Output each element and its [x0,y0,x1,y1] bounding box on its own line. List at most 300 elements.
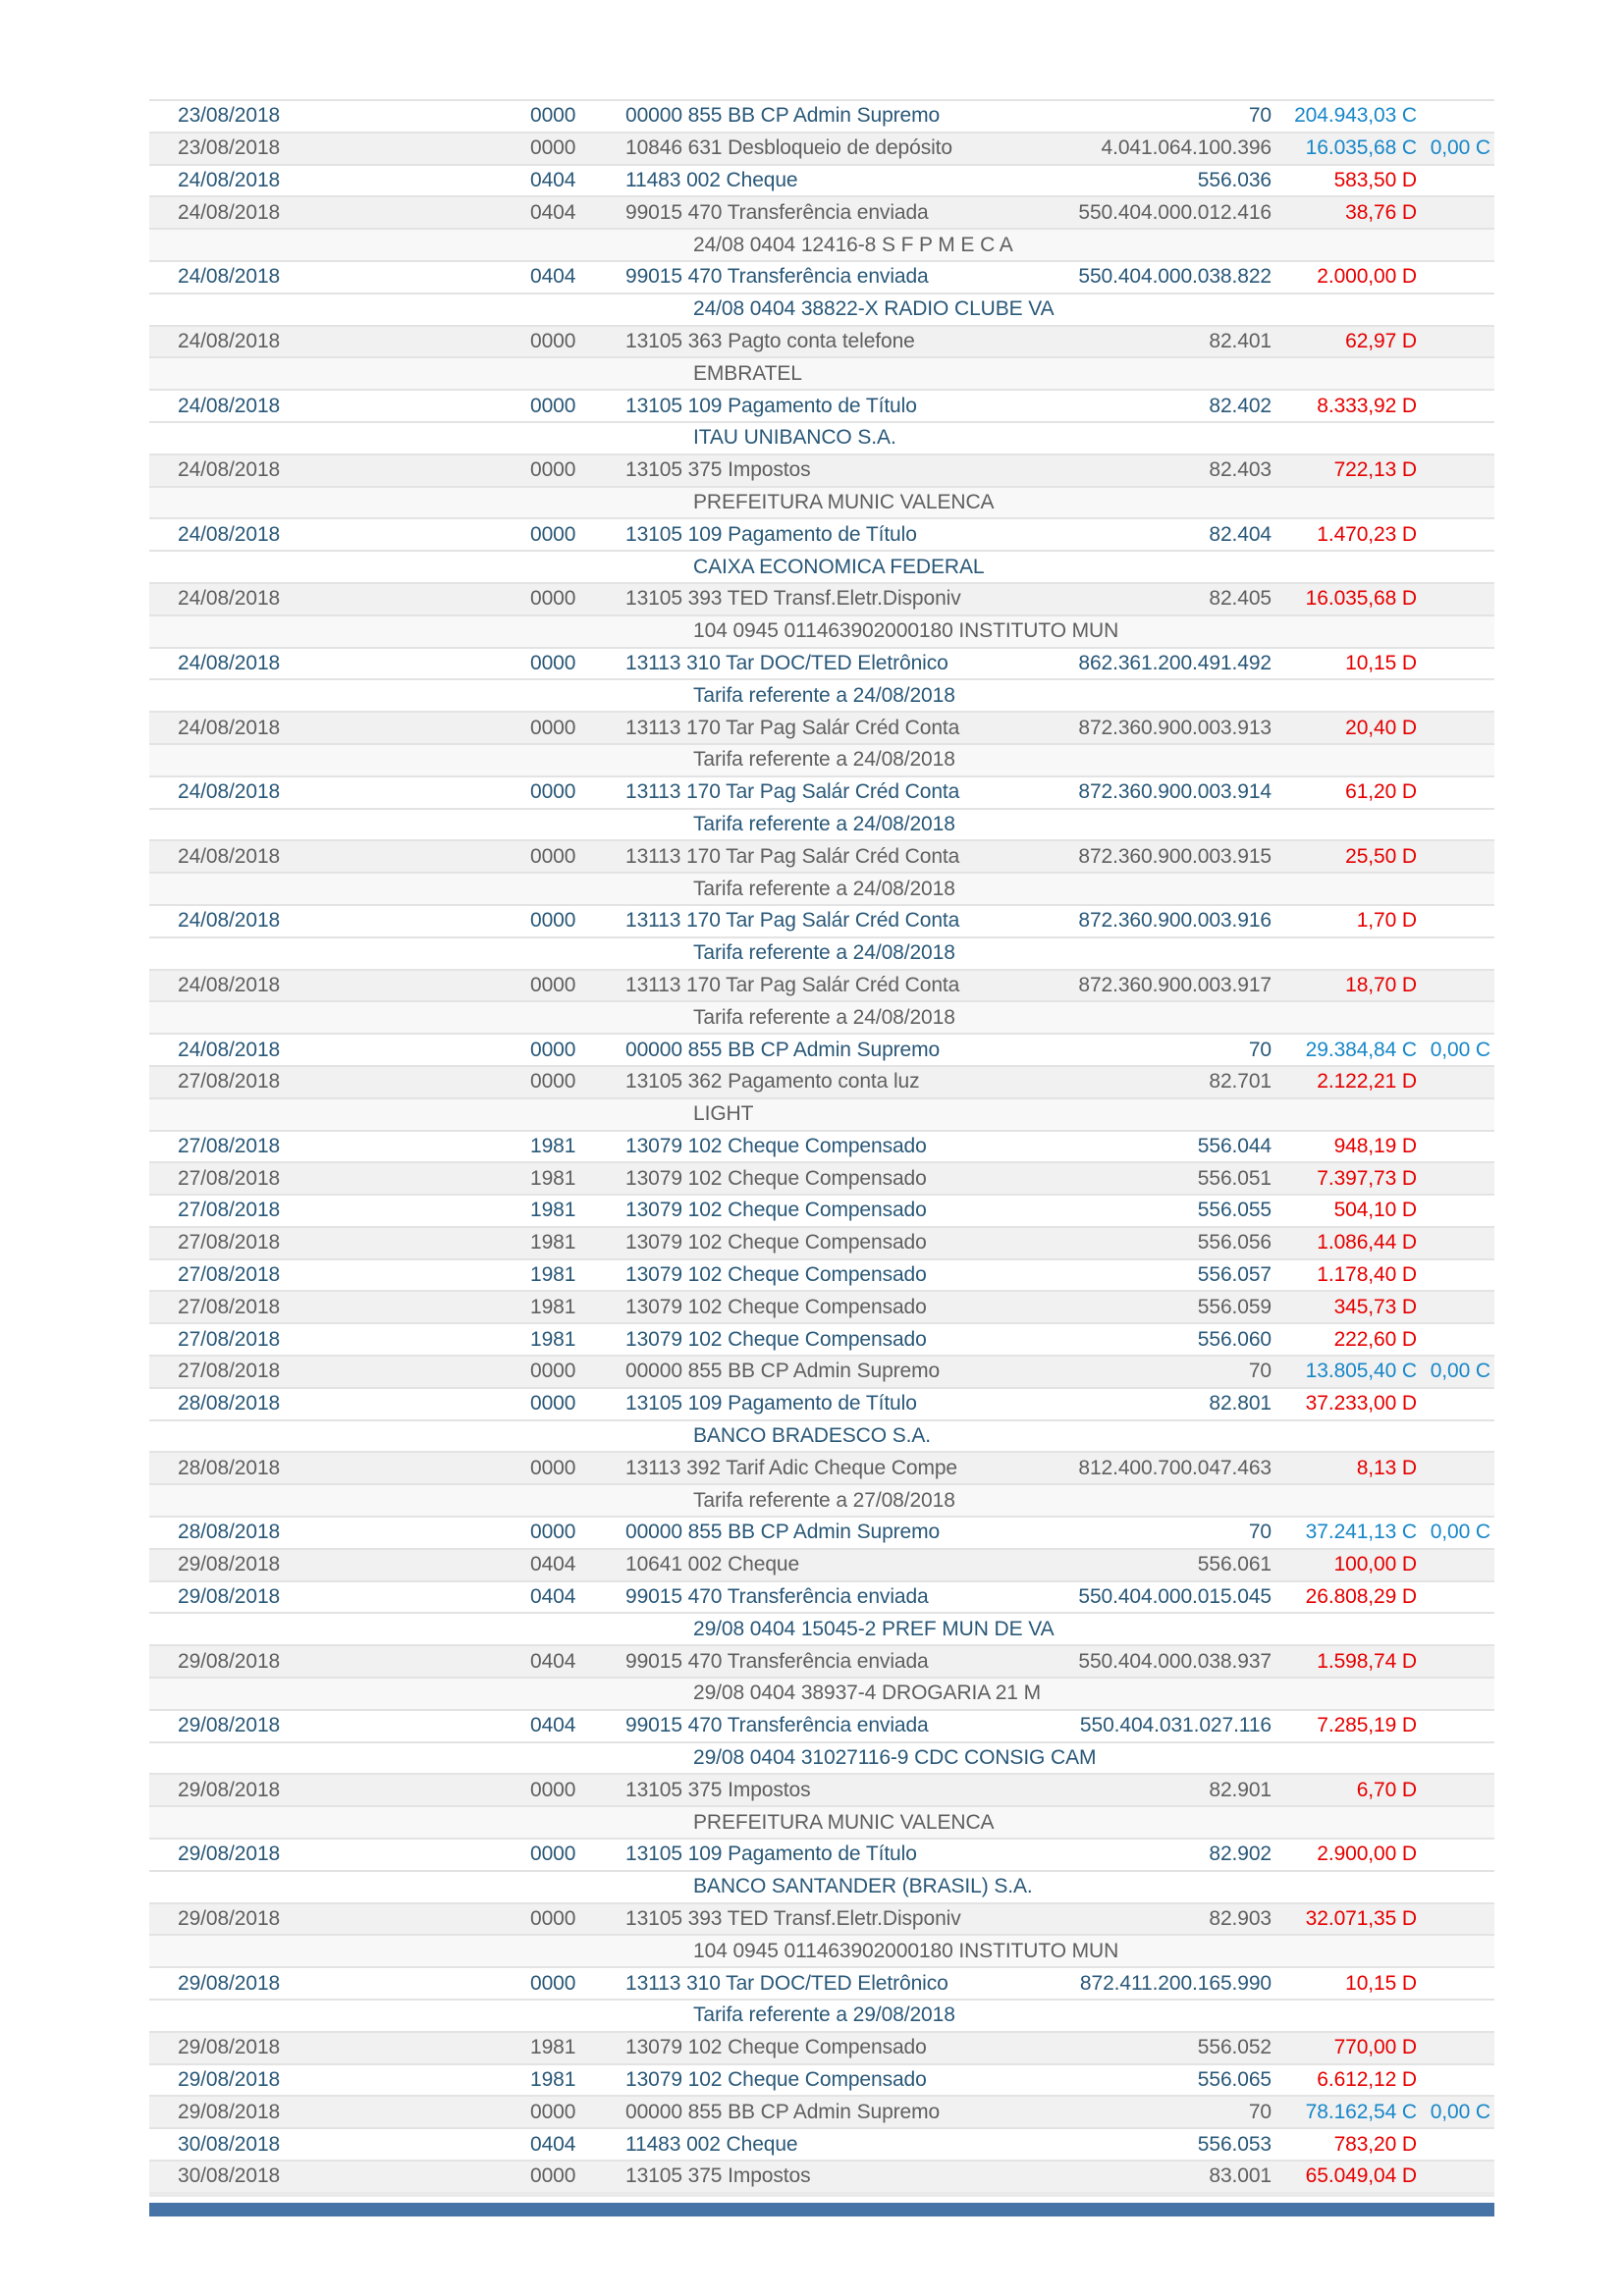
statement-detail-row [149,1999,1494,2031]
cell-detail-text: Tarifa referente a 27/08/2018 [693,1488,955,1512]
statement-rows [149,99,1494,2192]
cell-value: 38,76 D [1345,200,1417,224]
cell-date: 24/08/2018 [178,522,281,546]
statement-detail-row [149,228,1494,260]
cell-history: 13105 393 TED Transf.Eletr.Disponiv [625,587,961,611]
cell-value: 16.035,68 D [1305,587,1417,611]
cell-history: 13079 102 Cheque Compensado [625,2068,927,2091]
cell-date: 29/08/2018 [178,1714,281,1737]
statement-table [149,99,1494,2216]
cell-date: 29/08/2018 [178,1907,281,1931]
cell-document: 556.056 [1197,1231,1272,1255]
cell-branch: 1981 [530,1231,576,1255]
cell-branch: 0404 [530,2132,576,2156]
cell-detail-text: 104 0945 011463902000180 INSTITUTO MUN [693,619,1119,643]
cell-document: 556.060 [1197,1327,1272,1351]
cell-value: 13.805,40 C [1305,1360,1417,1383]
statement-row [149,1387,1494,1419]
statement-row [149,2063,1494,2096]
statement-row [149,1322,1494,1355]
cell-detail-text: PREFEITURA MUNIC VALENCA [693,1810,995,1834]
cell-value: 7.397,73 D [1317,1166,1417,1190]
cell-history: 99015 470 Transferência enviada [625,200,929,224]
cell-detail-text: EMBRATEL [693,361,802,385]
cell-date: 24/08/2018 [178,587,281,611]
cell-history: 13113 310 Tar DOC/TED Eletrônico [625,1971,948,1995]
cell-document: 556.052 [1197,2036,1272,2059]
statement-detail-row [149,1870,1494,1902]
statement-detail-row [149,1805,1494,1838]
cell-date: 24/08/2018 [178,844,281,868]
statement-row [149,517,1494,550]
statement-row [149,132,1494,164]
statement-row [149,1161,1494,1194]
cell-date: 27/08/2018 [178,1231,281,1255]
cell-value: 8.333,92 D [1317,394,1417,417]
cell-history: 99015 470 Transferência enviada [625,1714,929,1737]
cell-date: 24/08/2018 [178,973,281,996]
cell-document: 82.404 [1209,522,1272,546]
cell-date: 24/08/2018 [178,265,281,289]
cell-document: 82.701 [1209,1070,1272,1094]
cell-branch: 0000 [530,1842,576,1866]
cell-document: 70 [1248,1521,1272,1544]
cell-branch: 0000 [530,780,576,804]
statement-row [149,839,1494,872]
cell-date: 29/08/2018 [178,2068,281,2091]
cell-document: 812.400.700.047.463 [1078,1456,1272,1479]
cell-branch: 0404 [530,1585,576,1609]
cell-document: 556.051 [1197,1166,1272,1190]
cell-branch: 0000 [530,651,576,674]
cell-branch: 0000 [530,1456,576,1479]
cell-document: 556.065 [1197,2068,1272,2091]
cell-branch: 0000 [530,1521,576,1544]
cell-history: 13105 393 TED Transf.Eletr.Disponiv [625,1907,961,1931]
cell-document: 82.801 [1209,1392,1272,1415]
cell-document: 872.360.900.003.915 [1078,844,1272,868]
cell-value: 204.943,03 C [1294,104,1417,128]
cell-branch: 0404 [530,265,576,289]
cell-detail-text: PREFEITURA MUNIC VALENCA [693,490,995,513]
cell-date: 24/08/2018 [178,780,281,804]
cell-date: 27/08/2018 [178,1199,281,1222]
cell-history: 13113 170 Tar Pag Salár Créd Conta [625,973,960,996]
cell-date: 23/08/2018 [178,136,281,160]
cell-history: 00000 855 BB CP Admin Supremo [625,2100,941,2123]
cell-value: 62,97 D [1345,329,1417,352]
cell-history: 13105 375 Impostos [625,458,811,482]
cell-detail-text: Tarifa referente a 24/08/2018 [693,877,955,900]
cell-value: 37.233,00 D [1305,1392,1417,1415]
cell-value: 18,70 D [1345,973,1417,996]
cell-value: 948,19 D [1333,1134,1417,1157]
cell-history: 99015 470 Transferência enviada [625,1649,929,1673]
cell-document: 872.411.200.165.990 [1079,1971,1272,1995]
cell-detail-text: 24/08 0404 12416-8 S F P M E C A [693,233,1013,256]
cell-date: 27/08/2018 [178,1070,281,1094]
cell-balance: 0,00 C [1430,1360,1490,1383]
statement-detail-row [149,808,1494,840]
cell-value: 722,13 D [1333,458,1417,482]
cell-detail-text: 29/08 0404 15045-2 PREF MUN DE VA [693,1617,1055,1640]
statement-row [149,2095,1494,2127]
cell-balance: 0,00 C [1430,1038,1490,1061]
cell-balance: 0,00 C [1430,136,1490,160]
cell-date: 27/08/2018 [178,1295,281,1318]
cell-branch: 0000 [530,1907,576,1931]
cell-value: 25,50 D [1345,844,1417,868]
cell-history: 13113 170 Tar Pag Salár Créd Conta [625,780,960,804]
cell-branch: 0000 [530,844,576,868]
cell-document: 872.360.900.003.917 [1078,973,1272,996]
cell-value: 770,00 D [1333,2036,1417,2059]
statement-row [149,1258,1494,1291]
statement-detail-row [149,1483,1494,1516]
cell-branch: 0404 [530,168,576,191]
cell-history: 00000 855 BB CP Admin Supremo [625,104,941,128]
cell-date: 29/08/2018 [178,1649,281,1673]
cell-branch: 0000 [530,973,576,996]
cell-date: 30/08/2018 [178,2132,281,2156]
cell-history: 00000 855 BB CP Admin Supremo [625,1521,941,1544]
cell-document: 82.402 [1209,394,1272,417]
statement-detail-row [149,486,1494,518]
statement-row [149,2160,1494,2192]
cell-detail-text: Tarifa referente a 29/08/2018 [693,2003,955,2027]
statement-detail-row [149,293,1494,325]
cell-history: 13079 102 Cheque Compensado [625,1327,927,1351]
cell-branch: 1981 [530,2036,576,2059]
cell-value: 100,00 D [1333,1553,1417,1576]
cell-date: 27/08/2018 [178,1263,281,1287]
cell-value: 10,15 D [1345,651,1417,674]
cell-history: 13079 102 Cheque Compensado [625,2036,927,2059]
cell-document: 556.044 [1197,1134,1272,1157]
cell-history: 11483 002 Cheque [625,168,798,191]
cell-branch: 1981 [530,1327,576,1351]
cell-document: 82.401 [1209,329,1272,352]
statement-row [149,1902,1494,1935]
cell-history: 10641 002 Cheque [625,1553,800,1576]
statement-row [149,325,1494,357]
statement-row [149,195,1494,228]
cell-history: 13105 109 Pagamento de Título [625,1392,917,1415]
cell-document: 83.001 [1209,2164,1272,2188]
cell-date: 24/08/2018 [178,651,281,674]
cell-document: 70 [1248,104,1272,128]
statement-detail-row [149,356,1494,389]
cell-value: 78.162,54 C [1305,2100,1417,2123]
cell-date: 30/08/2018 [178,2164,281,2188]
cell-document: 550.404.000.012.416 [1078,200,1272,224]
cell-date: 29/08/2018 [178,2100,281,2123]
cell-document: 862.361.200.491.492 [1078,651,1272,674]
cell-value: 7.285,19 D [1317,1714,1417,1737]
cell-history: 13105 363 Pagto conta telefone [625,329,915,352]
cell-value: 783,20 D [1333,2132,1417,2156]
cell-document: 556.036 [1197,168,1272,191]
statement-row [149,454,1494,486]
statement-row [149,775,1494,808]
cell-document: 556.053 [1197,2132,1272,2156]
cell-detail-text: Tarifa referente a 24/08/2018 [693,812,955,835]
cell-value: 20,40 D [1345,716,1417,739]
cell-date: 24/08/2018 [178,329,281,352]
cell-history: 13079 102 Cheque Compensado [625,1295,927,1318]
cell-value: 29.384,84 C [1305,1038,1417,1061]
cell-document: 556.061 [1197,1553,1272,1576]
cell-document: 550.404.000.015.045 [1078,1585,1272,1609]
cell-detail-text: CAIXA ECONOMICA FEDERAL [693,555,985,578]
cell-date: 24/08/2018 [178,716,281,739]
statement-detail-row [149,936,1494,969]
cell-date: 29/08/2018 [178,1553,281,1576]
cell-branch: 0404 [530,1649,576,1673]
cell-date: 29/08/2018 [178,1971,281,1995]
cell-date: 28/08/2018 [178,1456,281,1479]
cell-history: 00000 855 BB CP Admin Supremo [625,1038,941,1061]
cell-document: 82.901 [1209,1778,1272,1801]
cell-branch: 1981 [530,2068,576,2091]
cell-value: 8,13 D [1356,1456,1417,1479]
statement-row [149,99,1494,132]
cell-value: 16.035,68 C [1305,136,1417,160]
cell-document: 872.360.900.003.916 [1078,909,1272,933]
cell-history: 13113 170 Tar Pag Salár Créd Conta [625,716,960,739]
cell-branch: 1981 [530,1199,576,1222]
cell-branch: 0000 [530,458,576,482]
cell-branch: 1981 [530,1295,576,1318]
statement-row [149,1130,1494,1162]
cell-detail-text: LIGHT [693,1102,754,1126]
statement-row [149,582,1494,614]
statement-detail-row [149,1097,1494,1130]
cell-history: 13113 170 Tar Pag Salár Créd Conta [625,909,960,933]
statement-row [149,2127,1494,2160]
cell-history: 99015 470 Transferência enviada [625,265,929,289]
cell-branch: 0404 [530,1714,576,1737]
cell-branch: 0000 [530,1038,576,1061]
footer-bar [149,2203,1494,2216]
cell-history: 13105 375 Impostos [625,2164,811,2188]
cell-branch: 0404 [530,200,576,224]
statement-row [149,904,1494,936]
statement-row [149,1966,1494,1999]
cell-date: 24/08/2018 [178,1038,281,1061]
statement-detail-row [149,1000,1494,1033]
cell-document: 82.902 [1209,1842,1272,1866]
cell-detail-text: BANCO SANTANDER (BRASIL) S.A. [693,1875,1033,1898]
cell-detail-text: Tarifa referente a 24/08/2018 [693,748,955,772]
statement-detail-row [149,678,1494,711]
cell-branch: 0000 [530,136,576,160]
cell-history: 13105 109 Pagamento de Título [625,522,917,546]
statement-detail-row [149,1419,1494,1452]
cell-date: 27/08/2018 [178,1166,281,1190]
cell-document: 550.404.000.038.937 [1078,1649,1272,1673]
cell-date: 27/08/2018 [178,1327,281,1351]
cell-value: 345,73 D [1333,1295,1417,1318]
statement-row [149,1290,1494,1322]
cell-value: 583,50 D [1333,168,1417,191]
cell-value: 1,70 D [1356,909,1417,933]
statement-detail-row [149,550,1494,582]
statement-detail-row [149,1741,1494,1774]
cell-history: 99015 470 Transferência enviada [625,1585,929,1609]
cell-document: 82.903 [1209,1907,1272,1931]
statement-row [149,1033,1494,1065]
cell-document: 70 [1248,2100,1272,2123]
statement-row [149,1451,1494,1483]
cell-branch: 0000 [530,716,576,739]
cell-balance: 0,00 C [1430,2100,1490,2123]
cell-branch: 0000 [530,1778,576,1801]
cell-value: 1.086,44 D [1317,1231,1417,1255]
statement-detail-row [149,421,1494,454]
cell-branch: 1981 [530,1134,576,1157]
cell-date: 24/08/2018 [178,909,281,933]
cell-date: 29/08/2018 [178,1842,281,1866]
cell-branch: 0000 [530,909,576,933]
cell-history: 10846 631 Desbloqueio de depósito [625,136,952,160]
cell-value: 10,15 D [1345,1971,1417,1995]
cell-detail-text: 29/08 0404 31027116-9 CDC CONSIG CAM [693,1746,1097,1770]
cell-document: 70 [1248,1038,1272,1061]
cell-history: 13113 310 Tar DOC/TED Eletrônico [625,651,948,674]
cell-date: 28/08/2018 [178,1392,281,1415]
statement-row [149,969,1494,1001]
cell-history: 13079 102 Cheque Compensado [625,1263,927,1287]
cell-document: 82.403 [1209,458,1272,482]
statement-row [149,1516,1494,1548]
statement-detail-row [149,1934,1494,1966]
cell-date: 24/08/2018 [178,394,281,417]
statement-detail-row [149,1677,1494,1709]
cell-history: 13079 102 Cheque Compensado [625,1199,927,1222]
cell-branch: 0000 [530,104,576,128]
cell-date: 24/08/2018 [178,168,281,191]
cell-detail-text: ITAU UNIBANCO S.A. [693,426,896,450]
cell-branch: 0000 [530,2164,576,2188]
cell-history: 13105 109 Pagamento de Título [625,1842,917,1866]
cell-value: 61,20 D [1345,780,1417,804]
statement-row [149,1226,1494,1258]
statement-row [149,164,1494,196]
cell-detail-text: 29/08 0404 38937-4 DROGARIA 21 M [693,1682,1042,1705]
cell-document: 556.055 [1197,1199,1272,1222]
cell-value: 37.241,13 C [1305,1521,1417,1544]
cell-branch: 1981 [530,1166,576,1190]
cell-value: 2.122,21 D [1317,1070,1417,1094]
cell-value: 1.178,40 D [1317,1263,1417,1287]
cell-value: 26.808,29 D [1305,1585,1417,1609]
cell-branch: 0000 [530,394,576,417]
cell-date: 29/08/2018 [178,1585,281,1609]
cell-branch: 0000 [530,329,576,352]
cell-detail-text: 24/08 0404 38822-X RADIO CLUBE VA [693,297,1055,321]
statement-row [149,1065,1494,1097]
cell-branch: 0000 [530,522,576,546]
cell-value: 65.049,04 D [1305,2164,1417,2188]
cell-date: 29/08/2018 [178,1778,281,1801]
cell-date: 27/08/2018 [178,1360,281,1383]
cell-branch: 0000 [530,587,576,611]
cell-branch: 0000 [530,1070,576,1094]
cell-detail-text: Tarifa referente a 24/08/2018 [693,1005,955,1029]
cell-document: 4.041.064.100.396 [1101,136,1272,160]
cell-document: 82.405 [1209,587,1272,611]
statement-detail-row [149,872,1494,904]
statement-row [149,1580,1494,1613]
cell-branch: 0000 [530,2100,576,2123]
statement-row [149,1773,1494,1805]
cell-history: 11483 002 Cheque [625,2132,798,2156]
cell-detail-text: Tarifa referente a 24/08/2018 [693,941,955,965]
cell-document: 872.360.900.003.914 [1078,780,1272,804]
cell-value: 504,10 D [1333,1199,1417,1222]
statement-row [149,260,1494,293]
cell-value: 32.071,35 D [1305,1907,1417,1931]
statement-row [149,1548,1494,1580]
statement-row [149,647,1494,679]
cell-document: 872.360.900.003.913 [1078,716,1272,739]
cell-date: 29/08/2018 [178,2036,281,2059]
cell-history: 13079 102 Cheque Compensado [625,1166,927,1190]
statement-row [149,1355,1494,1387]
cell-branch: 1981 [530,1263,576,1287]
cell-value: 6,70 D [1356,1778,1417,1801]
cell-history: 13113 392 Tarif Adic Cheque Compe [625,1456,957,1479]
table-bottom-border [149,2192,1494,2197]
cell-history: 13079 102 Cheque Compensado [625,1231,927,1255]
cell-date: 23/08/2018 [178,104,281,128]
statement-detail-row [149,743,1494,775]
cell-value: 6.612,12 D [1317,2068,1417,2091]
statement-row [149,1644,1494,1677]
cell-detail-text: Tarifa referente a 24/08/2018 [693,683,955,707]
cell-balance: 0,00 C [1430,1521,1490,1544]
cell-document: 70 [1248,1360,1272,1383]
cell-history: 13105 375 Impostos [625,1778,811,1801]
cell-history: 13079 102 Cheque Compensado [625,1134,927,1157]
statement-row [149,1709,1494,1741]
cell-value: 2.900,00 D [1317,1842,1417,1866]
statement-row [149,389,1494,421]
cell-document: 550.404.000.038.822 [1078,265,1272,289]
cell-document: 550.404.031.027.116 [1079,1714,1272,1737]
cell-history: 00000 855 BB CP Admin Supremo [625,1360,941,1383]
statement-row [149,711,1494,743]
cell-value: 1.598,74 D [1317,1649,1417,1673]
cell-detail-text: 104 0945 011463902000180 INSTITUTO MUN [693,1939,1119,1962]
statement-detail-row [149,1612,1494,1644]
statement-row [149,1838,1494,1870]
cell-history: 13105 109 Pagamento de Título [625,394,917,417]
statement-detail-row [149,614,1494,647]
cell-value: 2.000,00 D [1317,265,1417,289]
cell-date: 27/08/2018 [178,1134,281,1157]
cell-history: 13105 362 Pagamento conta luz [625,1070,920,1094]
cell-branch: 0000 [530,1392,576,1415]
cell-value: 222,60 D [1333,1327,1417,1351]
cell-branch: 0000 [530,1360,576,1383]
cell-value: 1.470,23 D [1317,522,1417,546]
statement-row [149,2031,1494,2063]
cell-document: 556.059 [1197,1295,1272,1318]
cell-document: 556.057 [1197,1263,1272,1287]
cell-history: 13113 170 Tar Pag Salár Créd Conta [625,844,960,868]
